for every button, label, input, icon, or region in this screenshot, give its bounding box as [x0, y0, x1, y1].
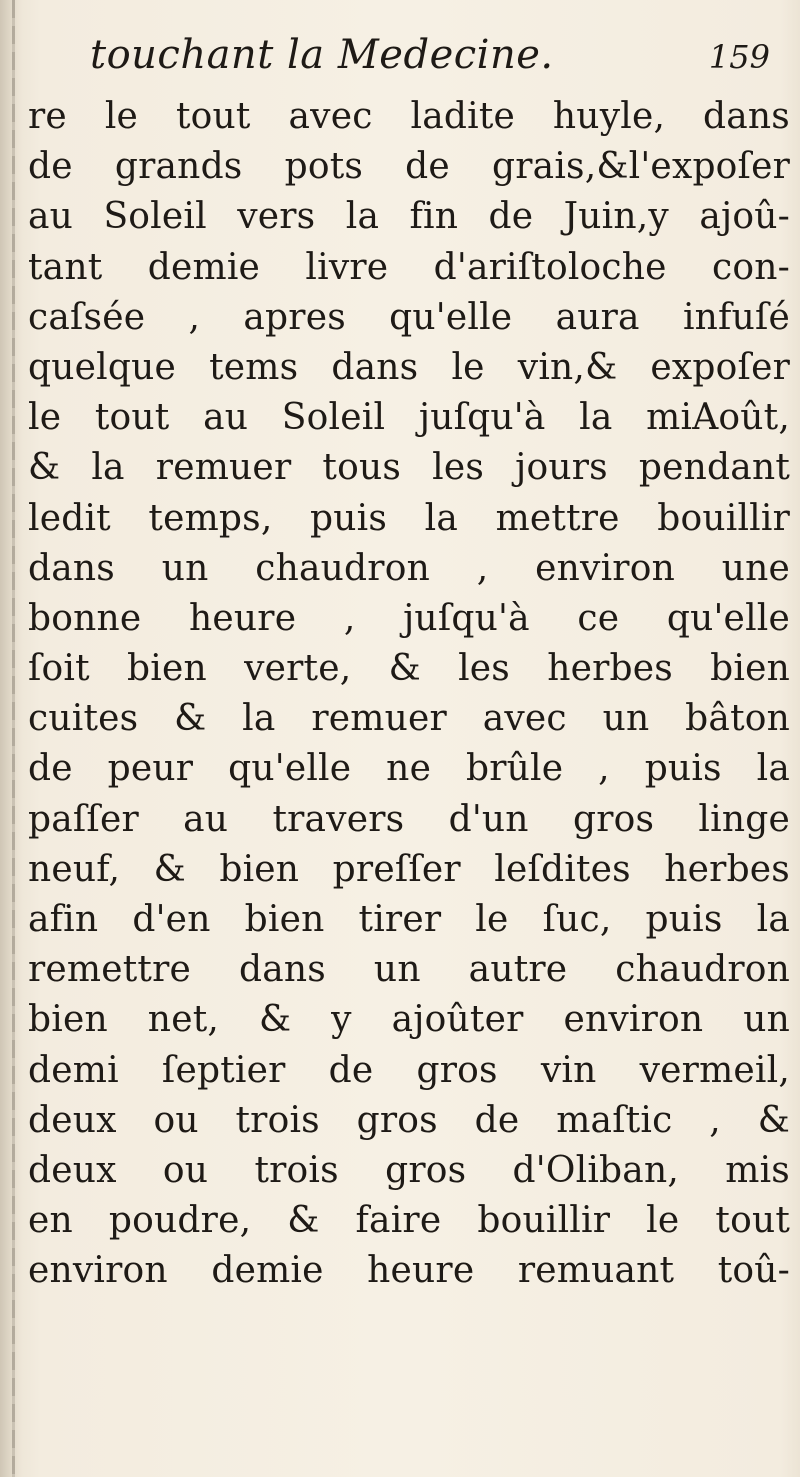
text-line: quelque tems dans le vin,& expoſer [28, 346, 790, 388]
text-line: re le tout avec ladite huyle, dans [28, 96, 790, 137]
text-line: tant demie livre d'ariſtoloche con- [28, 246, 790, 288]
text-line: deux ou trois gros de maſtic , & [28, 1099, 790, 1141]
text-line: & la remuer tous les jours pendant [28, 447, 790, 489]
text-line: bonne heure , juſqu'à ce qu'elle [28, 597, 790, 639]
text-line: bien net, & y ajoûter environ un [28, 999, 790, 1041]
text-line: au Soleil vers la fin de Juin,y ajoû- [28, 196, 790, 238]
gutter-edge [12, 0, 15, 1477]
text-line: cuites & la remuer avec un bâton [28, 698, 790, 740]
text-line: de grands pots de grais,&l'expoſer [28, 146, 790, 188]
text-line: dans un chaudron , environ une [28, 547, 790, 589]
page-header [90, 32, 770, 92]
page-number: 159 [708, 38, 770, 76]
text-line: demi ſeptier de gros vin vermeil, [28, 1049, 790, 1091]
text-line: deux ou trois gros d'Oliban, mis [28, 1149, 790, 1191]
text-line: ſoit bien verte, & les herbes bien [28, 648, 790, 690]
running-title: touchant la Medecine. [90, 32, 554, 78]
text-line: afin d'en bien tirer le ſuc, puis la [28, 899, 790, 940]
text-line: neuf, & bien preſſer leſdites herbes [28, 848, 790, 890]
text-line: environ demie heure remuant toû- [28, 1250, 790, 1292]
text-line: en poudre, & faire bouillir le tout [28, 1200, 790, 1242]
text-line: remettre dans un autre chaudron [28, 949, 790, 991]
page-gutter [0, 0, 22, 1477]
text-line: le tout au Soleil juſqu'à la miAoût, [28, 397, 790, 439]
text-line: paſſer au travers d'un gros linge [28, 798, 790, 840]
text-line: ledit temps, puis la mettre bouillir [28, 497, 790, 539]
text-line: de peur qu'elle ne brûle , puis la [28, 748, 790, 790]
body-text [28, 92, 790, 1297]
text-line: caſsée , apres qu'elle aura infuſé [28, 296, 790, 338]
